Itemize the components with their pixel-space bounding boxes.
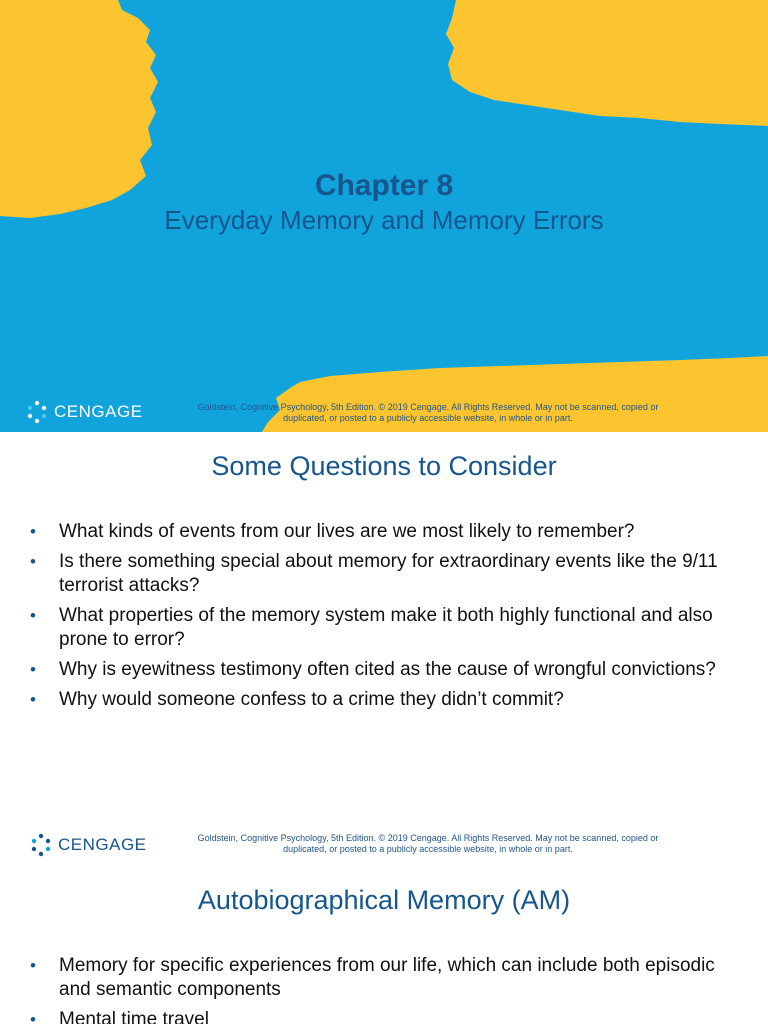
list-item [30, 604, 745, 652]
slide-heading: Autobiographical Memory (AM) [197, 885, 571, 915]
cengage-logo [26, 400, 143, 424]
list-item-text: Mental time travel [59, 1009, 209, 1024]
list-item [30, 954, 745, 1002]
list-item-text: Why is eyewitness testimony often cited as the cause of wrongful convictions? [59, 659, 716, 680]
bullet-icon: • [30, 690, 36, 709]
am-slide [0, 864, 768, 1024]
list-item-text: What properties of the memory system make it both highly functional and also prone to error? [59, 605, 713, 650]
copyright-line-1: Goldstein, Cognitive Psychology, 5th Edition. © 2019 Cengage. All Rights Reserved. May not be scanned, copied or [197, 833, 659, 843]
cengage-mark-icon [26, 400, 48, 424]
cengage-wordmark: CENGAGE [58, 835, 147, 854]
copyright-line-2: duplicated, or posted to a publicly accessible website, in whole or in part. [283, 844, 573, 854]
questions-slide [0, 432, 768, 864]
list-item [30, 658, 745, 682]
list-item [30, 688, 745, 712]
cengage-logo [30, 833, 147, 857]
slide-heading: Some Questions to Consider [211, 451, 557, 481]
copyright-notice [176, 402, 680, 424]
bullet-icon: • [30, 660, 36, 679]
list-item-text: Memory for specific experiences from our life, which can include both episodic and semantic components [59, 955, 715, 1000]
list-item [30, 520, 745, 544]
chapter-subtitle: Everyday Memory and Memory Errors [164, 205, 604, 235]
bullet-icon: • [30, 956, 36, 975]
bullet-icon: • [30, 1010, 36, 1024]
bullet-icon: • [30, 552, 36, 571]
list-item [30, 1008, 745, 1024]
cengage-mark-icon [30, 833, 52, 857]
question-list [30, 520, 745, 718]
list-item-text: What kinds of events from our lives are we most likely to remember? [59, 521, 635, 542]
copyright-line-2: duplicated, or posted to a publicly accessible website, in whole or in part. [283, 413, 573, 423]
list-item-text: Why would someone confess to a crime they didn’t commit? [59, 689, 564, 710]
bullet-icon: • [30, 522, 36, 541]
am-bullet-list [30, 954, 745, 1024]
bullet-icon: • [30, 606, 36, 625]
cengage-wordmark: CENGAGE [54, 402, 143, 421]
list-item [30, 550, 745, 598]
copyright-line-1: Goldstein, Cognitive Psychology, 5th Edition. © 2019 Cengage. All Rights Reserved. May not be scanned, copied or [197, 402, 659, 412]
title-slide [0, 0, 768, 432]
copyright-notice [176, 833, 680, 855]
list-item-text: Is there something special about memory for extraordinary events like the 9/11 terrorist attacks? [59, 551, 718, 596]
chapter-title: Chapter 8 [314, 169, 454, 202]
